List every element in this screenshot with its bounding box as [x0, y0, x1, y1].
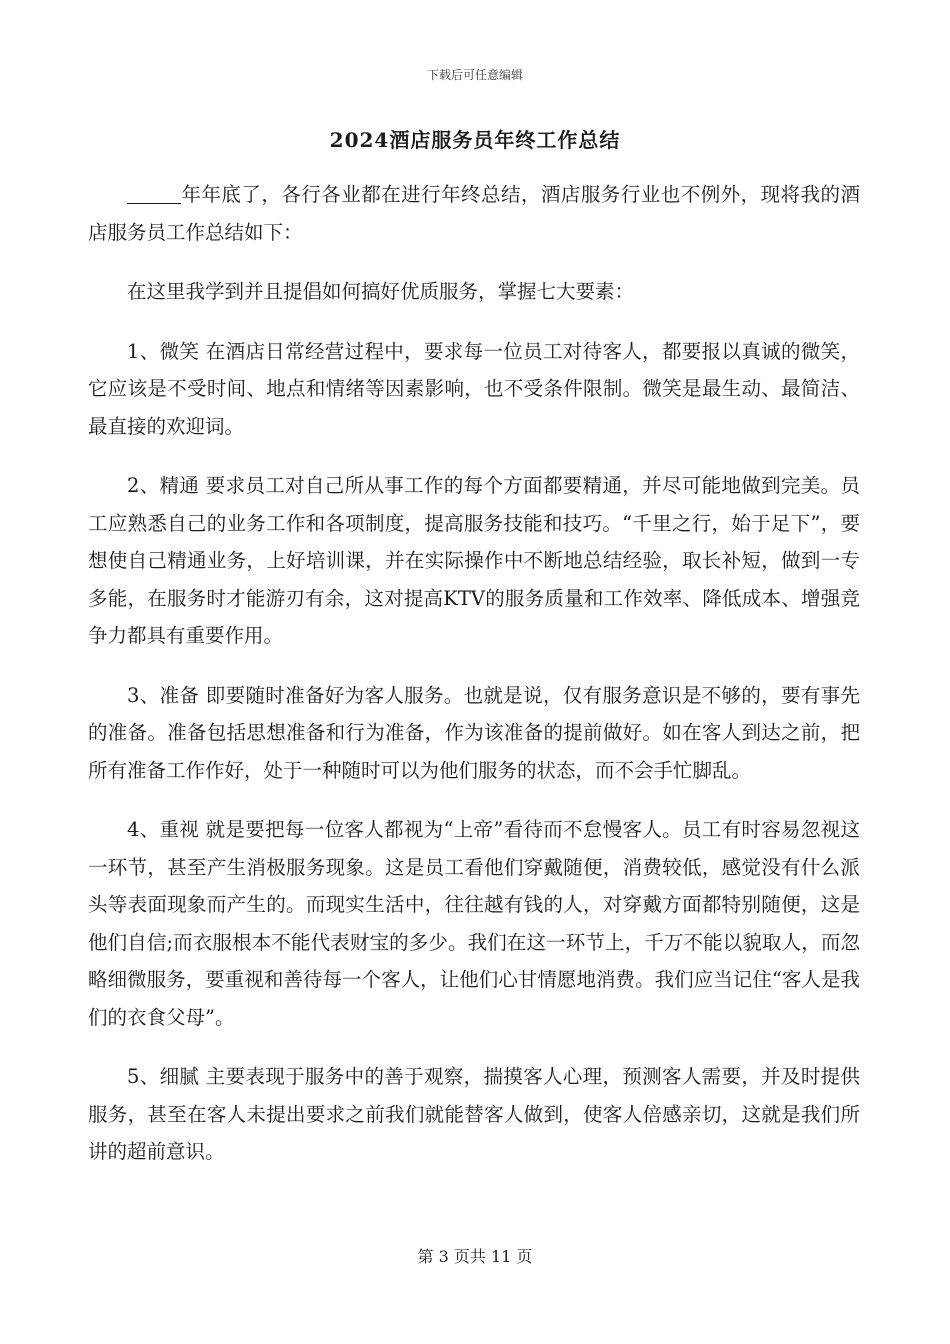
paragraph-preparation: 3、准备 即要随时准备好为客人服务。也就是说，仅有服务意识是不够的，要有事先的准备。准备包括思想准备和行为准备，作为该准备的提前做好。如在客人到达之前，把所有准备工作作好，处于一种随时可以为他们服务的状态，而不会手忙脚乱。 — [88, 683, 860, 782]
paragraph-smile: 1、微笑 在酒店日常经营过程中，要求每一位员工对待客人，都要报以真诚的微笑，它应该是不受时间、地点和情绪等因素影响，也不受条件限制。微笑是最生动、最简洁、最直接的欢迎词。 — [88, 339, 860, 438]
paragraph-proficiency: 2、精通 要求员工对自己所从事工作的每个方面都要精通，并尽可能地做到完美。员工应熟悉自己的业务工作和各项制度，提高服务技能和技巧。“千里之行，始于足下”，要想使自己精通业务，上好培训课，并在实际操作中不断地总结经验，取长补短，做到一专多能，在服务时才能游刃有余，这对提高KTV的服务质量和工作效率、降低成本、增强竞争力都具有重要作用。 — [88, 474, 860, 647]
header-note: 下载后可任意编辑 — [426, 68, 523, 82]
paragraph-meticulous: 5、细腻 主要表现于服务中的善于观察，揣摸客人心理，预测客人需要，并及时提供服务，甚至在客人未提出要求之前我们就能替客人做到，使客人倍感亲切，这就是我们所讲的超前意识。 — [88, 1065, 860, 1163]
fill-in-blank — [127, 184, 181, 205]
paragraph-intro-text: 年年底了，各行各业都在进行年终总结，酒店服务行业也不例外，现将我的酒店服务员工作总结如下： — [88, 183, 860, 244]
paragraph-attention: 4、重视 就是要把每一位客人都视为“上帝”看待而不怠慢客人。员工有时容易忽视这一环节，甚至产生消极服务现象。这是员工看他们穿戴随便，消费较低，感觉没有什么派头等表面现象而产生的。而现实生活中，往往越有钱的人，对穿戴方面都特别随便，这是他们自信;而衣服根本不能代表财宝的多少。我们在这一环节上，千万不能以貌取人，而忽略细微服务，要重视和善待每一个客人，让他们心甘情愿地消费。我们应当记住“客人是我们的衣食父母”。 — [88, 818, 860, 1029]
document-title: 2024酒店服务员年终工作总结 — [329, 128, 621, 152]
page-number: 第 3 页共 11 页 — [417, 1247, 533, 1266]
document-body — [88, 176, 860, 1193]
paragraph-elements-intro: 在这里我学到并且提倡如何搞好优质服务，掌握七大要素： — [127, 280, 635, 303]
paragraph-intro — [88, 176, 860, 251]
